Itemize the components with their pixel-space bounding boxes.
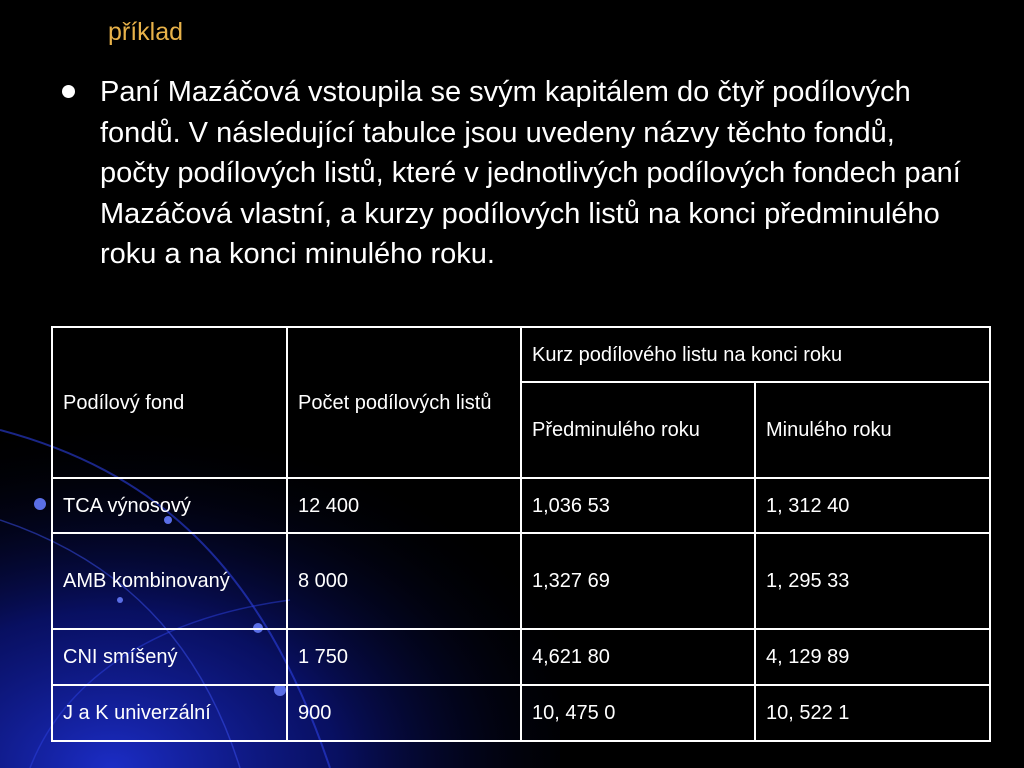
- header-count: Počet podílových listů: [287, 327, 521, 478]
- cell-prev: 1,036 53: [521, 478, 755, 533]
- cell-count: 900: [287, 685, 521, 741]
- cell-prev: 10, 475 0: [521, 685, 755, 741]
- cell-last: 10, 522 1: [755, 685, 990, 741]
- cell-prev: 4,621 80: [521, 629, 755, 685]
- cell-last: 1, 312 40: [755, 478, 990, 533]
- cell-last: 4, 129 89: [755, 629, 990, 685]
- cell-prev: 1,327 69: [521, 533, 755, 629]
- funds-table: [51, 326, 991, 742]
- cell-fund: AMB kombinovaný: [52, 533, 287, 629]
- header-prev-year: Předminulého roku: [521, 382, 755, 478]
- cell-fund: TCA výnosový: [52, 478, 287, 533]
- table-row: [52, 629, 990, 685]
- table-row: [52, 478, 990, 533]
- table-row: [52, 685, 990, 741]
- bullet-text: Paní Mazáčová vstoupila se svým kapitálem do čtyř podílových fondů. V následující tabulce jsou uvedeny názvy těchto fondů, počty podílových listů, které v jednotlivých podílových fondech paní Mazáčová vlastní, a kurzy podílových listů na konci předminulého roku a na konci minulého roku.: [100, 76, 961, 270]
- cell-count: 8 000: [287, 533, 521, 629]
- cell-fund: J a K univerzální: [52, 685, 287, 741]
- table-header-row: [52, 327, 990, 382]
- cell-count: 1 750: [287, 629, 521, 685]
- cell-fund: CNI smíšený: [52, 629, 287, 685]
- header-last-year: Minulého roku: [755, 382, 990, 478]
- bullet-paragraph: [62, 72, 962, 275]
- header-rate-group: Kurz podílového listu na konci roku: [521, 327, 990, 382]
- slide-title: příklad: [108, 18, 184, 46]
- table-row: [52, 533, 990, 629]
- header-fund: Podílový fond: [52, 327, 287, 478]
- cell-count: 12 400: [287, 478, 521, 533]
- cell-last: 1, 295 33: [755, 533, 990, 629]
- bullet-icon: [62, 85, 75, 98]
